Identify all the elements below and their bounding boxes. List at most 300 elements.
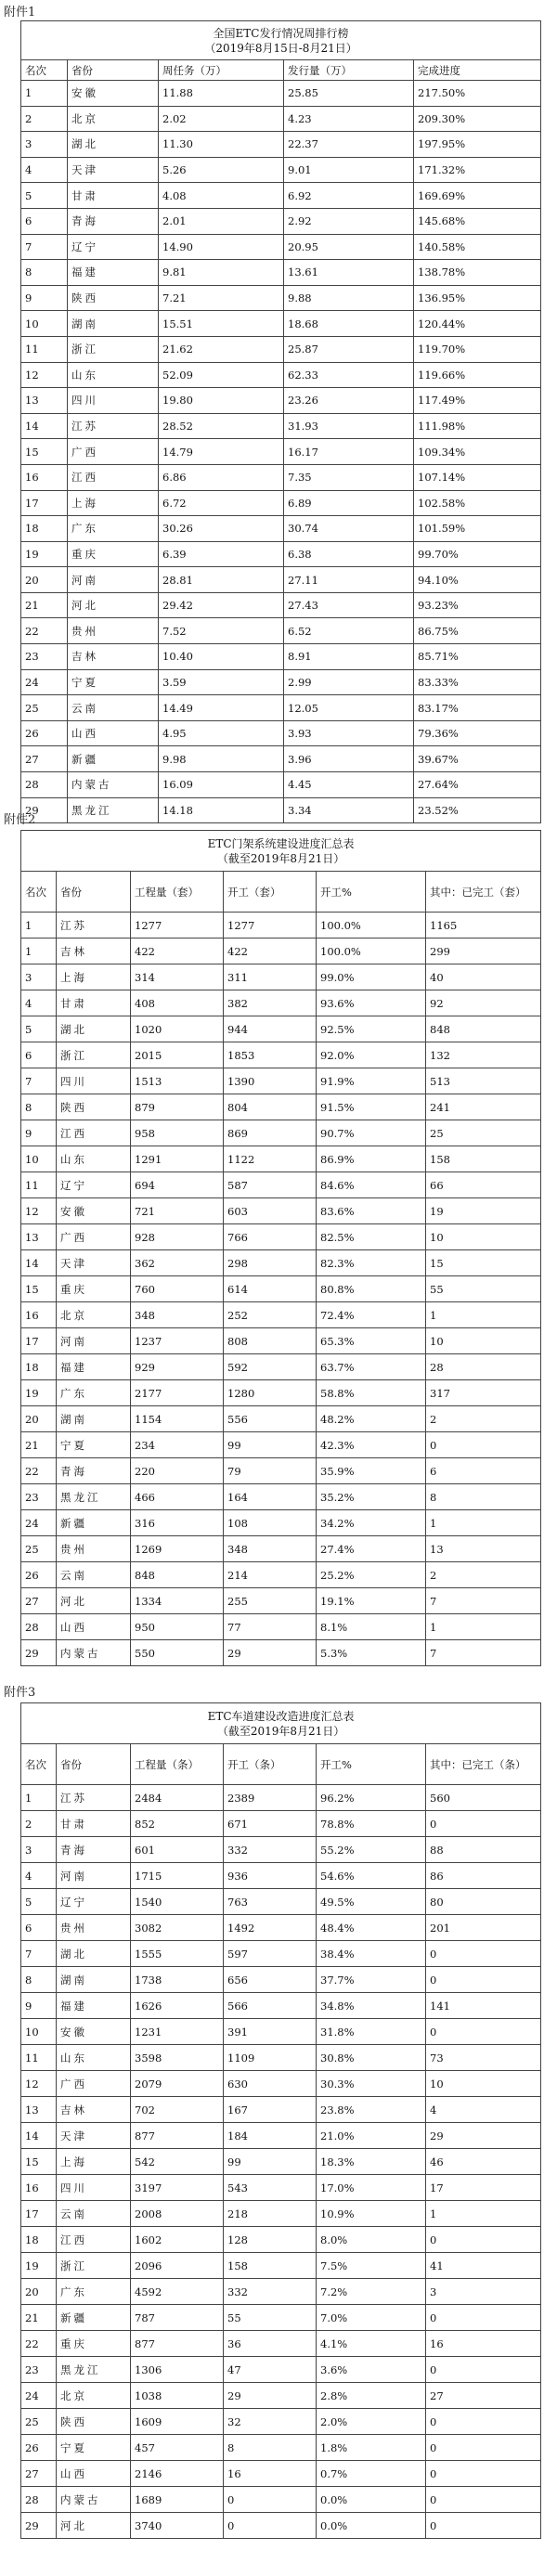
table-header-row xyxy=(21,1744,541,1785)
province-cell: 江苏 xyxy=(57,1785,131,1811)
table-cell: 944 xyxy=(224,1016,317,1042)
table-row xyxy=(21,2409,541,2435)
table-cell: 1689 xyxy=(131,2487,224,2513)
table-row xyxy=(21,2513,541,2539)
table-cell: 877 xyxy=(131,2123,224,2149)
table-cell: 0 xyxy=(426,2513,541,2539)
table-cell: 4.45 xyxy=(284,772,414,798)
table-cell: 14.90 xyxy=(159,234,284,260)
table-cell: 7 xyxy=(21,1068,57,1094)
table-cell: 25 xyxy=(426,1120,541,1146)
table-cell: 9.81 xyxy=(159,260,284,286)
table-cell: 15 xyxy=(21,1276,57,1302)
table-cell: 48.2% xyxy=(317,1406,426,1432)
table-cell: 1390 xyxy=(224,1068,317,1094)
header-rank: 名次 xyxy=(21,60,68,81)
province-cell: 贵州 xyxy=(57,1915,131,1941)
table-cell: 1109 xyxy=(224,2045,317,2071)
table-row xyxy=(21,592,541,618)
province-cell: 青海 xyxy=(57,1837,131,1863)
table-cell: 17 xyxy=(21,1328,57,1354)
table-cell: 10 xyxy=(21,2019,57,2045)
province-cell: 贵州 xyxy=(57,1536,131,1562)
province-cell: 青海 xyxy=(57,1458,131,1484)
table-cell: 30.3% xyxy=(317,2071,426,2097)
table-cell: 1513 xyxy=(131,1068,224,1094)
province-cell: 湖南 xyxy=(57,1406,131,1432)
table-cell: 25.2% xyxy=(317,1562,426,1588)
table-cell: 11.30 xyxy=(159,132,284,158)
table-cell: 35.2% xyxy=(317,1484,426,1510)
table-cell: 234 xyxy=(131,1432,224,1458)
table-row xyxy=(21,260,541,286)
table-row xyxy=(21,1785,541,1811)
table-row xyxy=(21,1614,541,1640)
table-cell: 2177 xyxy=(131,1380,224,1406)
table-cell: 27.64% xyxy=(414,772,541,798)
province-cell: 甘肃 xyxy=(57,990,131,1016)
province-cell: 河南 xyxy=(57,1863,131,1889)
table-cell: 1237 xyxy=(131,1328,224,1354)
table-cell: 102.58% xyxy=(414,490,541,516)
table-row xyxy=(21,720,541,746)
table-cell: 0.0% xyxy=(317,2513,426,2539)
table-cell: 958 xyxy=(131,1120,224,1146)
table-cell: 1555 xyxy=(131,1941,224,1967)
table-cell: 171.32% xyxy=(414,157,541,183)
table-cell: 11 xyxy=(21,1172,57,1198)
table-cell: 1277 xyxy=(224,913,317,938)
table-cell: 1 xyxy=(426,1302,541,1328)
table-title: ETC门架系统建设进度汇总表 xyxy=(207,836,355,850)
table-cell: 597 xyxy=(224,1941,317,1967)
table-cell: 1715 xyxy=(131,1863,224,1889)
table-cell: 18.68 xyxy=(284,311,414,337)
table-cell: 29 xyxy=(21,1640,57,1666)
table-cell: 55 xyxy=(426,1276,541,1302)
table-cell: 4.1% xyxy=(317,2331,426,2357)
header-started-percent: 开工% xyxy=(317,1744,426,1785)
province-cell: 湖北 xyxy=(57,1016,131,1042)
table-cell: 17 xyxy=(426,2175,541,2201)
table-cell: 362 xyxy=(131,1250,224,1276)
table-cell: 1738 xyxy=(131,1967,224,1993)
header-rank: 名次 xyxy=(21,872,57,913)
table-cell: 28 xyxy=(21,2487,57,2513)
table-cell: 14 xyxy=(21,413,68,439)
table-cell: 86.75% xyxy=(414,618,541,644)
table-cell: 86 xyxy=(426,1863,541,1889)
table-cell: 5.26 xyxy=(159,157,284,183)
table-cell: 314 xyxy=(131,964,224,990)
table-cell: 26 xyxy=(21,2435,57,2461)
table-cell: 14.79 xyxy=(159,439,284,465)
province-cell: 天津 xyxy=(68,157,159,183)
table-row xyxy=(21,1967,541,1993)
table-cell: 8.0% xyxy=(317,2227,426,2253)
table-cell: 1492 xyxy=(224,1915,317,1941)
table-cell: 16 xyxy=(426,2331,541,2357)
table-cell: 145.68% xyxy=(414,208,541,234)
table-cell: 766 xyxy=(224,1224,317,1250)
table-cell: 5.3% xyxy=(317,1640,426,1666)
province-cell: 辽宁 xyxy=(68,234,159,260)
table-cell: 164 xyxy=(224,1484,317,1510)
table-cell: 79.36% xyxy=(414,720,541,746)
table-row xyxy=(21,1328,541,1354)
table-cell: 1 xyxy=(21,81,68,107)
province-cell: 山东 xyxy=(68,362,159,388)
table-cell: 3.59 xyxy=(159,669,284,695)
table-cell: 603 xyxy=(224,1198,317,1224)
province-cell: 广西 xyxy=(57,1224,131,1250)
province-cell: 吉林 xyxy=(57,2097,131,2123)
province-cell: 湖北 xyxy=(68,132,159,158)
table-cell: 2.0% xyxy=(317,2409,426,2435)
table-cell: 28 xyxy=(21,1614,57,1640)
province-cell: 河北 xyxy=(57,2513,131,2539)
table-row xyxy=(21,938,541,964)
table-cell: 671 xyxy=(224,1811,317,1837)
table-cell: 1540 xyxy=(131,1889,224,1915)
table-row xyxy=(21,990,541,1016)
province-cell: 天津 xyxy=(57,1250,131,1276)
table-cell: 138.78% xyxy=(414,260,541,286)
table-cell: 0 xyxy=(426,2461,541,2487)
province-cell: 新疆 xyxy=(57,2305,131,2331)
table-row xyxy=(21,567,541,593)
table-cell: 566 xyxy=(224,1993,317,2019)
table-cell: 1306 xyxy=(131,2357,224,2383)
table-subtitle: （截至2019年8月21日） xyxy=(216,1724,345,1738)
table-cell: 16.09 xyxy=(159,772,284,798)
table-cell: 422 xyxy=(131,938,224,964)
table-cell: 8.91 xyxy=(284,644,414,670)
table-cell: 614 xyxy=(224,1276,317,1302)
table-row xyxy=(21,413,541,439)
table-cell: 28.81 xyxy=(159,567,284,593)
table-cell: 34.2% xyxy=(317,1510,426,1536)
table-cell: 1280 xyxy=(224,1380,317,1406)
table-cell: 22 xyxy=(21,2331,57,2357)
table-cell: 7.5% xyxy=(317,2253,426,2279)
table-cell: 47 xyxy=(224,2357,317,2383)
table-cell: 10.9% xyxy=(317,2201,426,2227)
table-cell: 0 xyxy=(426,1941,541,1967)
table-row xyxy=(21,2305,541,2331)
table-cell: 96.2% xyxy=(317,1785,426,1811)
table-cell: 1277 xyxy=(131,913,224,938)
table-cell: 6.92 xyxy=(284,183,414,209)
table-row xyxy=(21,106,541,132)
table-row xyxy=(21,1510,541,1536)
province-cell: 广东 xyxy=(57,1380,131,1406)
table-cell: 5 xyxy=(21,1016,57,1042)
table-cell: 24 xyxy=(21,1510,57,1536)
table-cell: 24 xyxy=(21,2383,57,2409)
table-cell: 1038 xyxy=(131,2383,224,2409)
table-cell: 20 xyxy=(21,1406,57,1432)
province-cell: 安徽 xyxy=(57,1198,131,1224)
table-cell: 1269 xyxy=(131,1536,224,1562)
table-cell: 19.80 xyxy=(159,388,284,414)
table-cell: 58.8% xyxy=(317,1380,426,1406)
table-cell: 7 xyxy=(426,1588,541,1614)
table-cell: 30.8% xyxy=(317,2045,426,2071)
province-cell: 江苏 xyxy=(68,413,159,439)
header-province: 省份 xyxy=(57,872,131,913)
table-row xyxy=(21,1016,541,1042)
table-cell: 28 xyxy=(426,1354,541,1380)
table-row xyxy=(21,490,541,516)
table-cell: 19 xyxy=(426,1198,541,1224)
table-cell: 99.0% xyxy=(317,964,426,990)
province-cell: 四川 xyxy=(57,1068,131,1094)
table-cell: 2015 xyxy=(131,1042,224,1068)
table-cell: 702 xyxy=(131,2097,224,2123)
table-cell: 10 xyxy=(426,2071,541,2097)
table-cell: 31.8% xyxy=(317,2019,426,2045)
table-row xyxy=(21,1120,541,1146)
table-cell: 457 xyxy=(131,2435,224,2461)
table-cell: 21.62 xyxy=(159,336,284,362)
table-cell: 0 xyxy=(426,1432,541,1458)
header-started: 开工（套） xyxy=(224,872,317,913)
table-cell: 21 xyxy=(21,1432,57,1458)
table-cell: 630 xyxy=(224,2071,317,2097)
table-cell: 99 xyxy=(224,1432,317,1458)
table-cell: 13 xyxy=(21,1224,57,1250)
province-cell: 重庆 xyxy=(57,1276,131,1302)
table-cell: 42.3% xyxy=(317,1432,426,1458)
table-cell: 12 xyxy=(21,2071,57,2097)
table-cell: 99 xyxy=(224,2149,317,2175)
table-cell: 332 xyxy=(224,2279,317,2305)
table-cell: 299 xyxy=(426,938,541,964)
table-cell: 12.05 xyxy=(284,695,414,721)
table-cell: 6.72 xyxy=(159,490,284,516)
table-cell: 556 xyxy=(224,1406,317,1432)
table-cell: 12 xyxy=(21,362,68,388)
province-cell: 山西 xyxy=(57,2461,131,2487)
table-cell: 23.52% xyxy=(414,797,541,823)
table-cell: 18 xyxy=(21,1354,57,1380)
table-cell: 167 xyxy=(224,2097,317,2123)
table-cell: 592 xyxy=(224,1354,317,1380)
table-cell: 6 xyxy=(21,208,68,234)
table-row xyxy=(21,2045,541,2071)
table-cell: 27 xyxy=(21,746,68,772)
table-cell: 3 xyxy=(21,132,68,158)
table-row xyxy=(21,1172,541,1198)
table-cell: 466 xyxy=(131,1484,224,1510)
table-cell: 128 xyxy=(224,2227,317,2253)
province-cell: 安徽 xyxy=(57,2019,131,2045)
province-cell: 福建 xyxy=(57,1354,131,1380)
table-cell: 255 xyxy=(224,1588,317,1614)
table-cell: 936 xyxy=(224,1863,317,1889)
table-cell: 1334 xyxy=(131,1588,224,1614)
table-row xyxy=(21,1889,541,1915)
table-row xyxy=(21,362,541,388)
table-cell: 82.3% xyxy=(317,1250,426,1276)
table-cell: 0 xyxy=(426,2357,541,2383)
table-cell: 3.96 xyxy=(284,746,414,772)
table-row xyxy=(21,2461,541,2487)
table-cell: 91.5% xyxy=(317,1094,426,1120)
table-cell: 32 xyxy=(224,2409,317,2435)
province-cell: 新疆 xyxy=(57,1510,131,1536)
table-cell: 19 xyxy=(21,2253,57,2279)
table-row xyxy=(21,644,541,670)
province-cell: 上海 xyxy=(68,490,159,516)
province-cell: 辽宁 xyxy=(57,1889,131,1915)
table-cell: 23.8% xyxy=(317,2097,426,2123)
province-cell: 黑龙江 xyxy=(57,1484,131,1510)
table-row xyxy=(21,2253,541,2279)
province-cell: 云南 xyxy=(57,2201,131,2227)
province-cell: 内蒙古 xyxy=(68,772,159,798)
table-cell: 252 xyxy=(224,1302,317,1328)
table-row xyxy=(21,695,541,721)
table-cell: 8 xyxy=(21,1967,57,1993)
table-row xyxy=(21,2149,541,2175)
province-cell: 浙江 xyxy=(68,336,159,362)
province-cell: 山西 xyxy=(68,720,159,746)
table-cell: 1 xyxy=(426,1510,541,1536)
table-title-row xyxy=(21,831,541,872)
table-cell: 7 xyxy=(21,234,68,260)
table-row xyxy=(21,1915,541,1941)
table-cell: 63.7% xyxy=(317,1354,426,1380)
table-cell: 13.61 xyxy=(284,260,414,286)
table-row xyxy=(21,1432,541,1458)
table-cell: 7.0% xyxy=(317,2305,426,2331)
table-row xyxy=(21,285,541,311)
table-cell: 35.9% xyxy=(317,1458,426,1484)
table-cell: 136.95% xyxy=(414,285,541,311)
table-cell: 1602 xyxy=(131,2227,224,2253)
table-cell: 30.74 xyxy=(284,516,414,542)
table-cell: 25 xyxy=(21,2409,57,2435)
province-cell: 宁夏 xyxy=(57,1432,131,1458)
table-cell: 9 xyxy=(21,285,68,311)
province-cell: 甘肃 xyxy=(68,183,159,209)
table-cell: 21 xyxy=(21,592,68,618)
table-cell: 804 xyxy=(224,1094,317,1120)
table-cell: 21.0% xyxy=(317,2123,426,2149)
table-cell: 601 xyxy=(131,1837,224,1863)
province-cell: 广东 xyxy=(57,2279,131,2305)
table-cell: 25 xyxy=(21,695,68,721)
table-cell: 20 xyxy=(21,2279,57,2305)
province-cell: 北京 xyxy=(68,106,159,132)
province-cell: 宁夏 xyxy=(68,669,159,695)
table-row xyxy=(21,388,541,414)
table-row xyxy=(21,1406,541,1432)
province-cell: 云南 xyxy=(57,1562,131,1588)
table-cell: 10 xyxy=(21,311,68,337)
table-cell: 513 xyxy=(426,1068,541,1094)
etc-weekly-ranking-table xyxy=(20,20,541,823)
table-cell: 422 xyxy=(224,938,317,964)
table-cell: 763 xyxy=(224,1889,317,1915)
table-row xyxy=(21,1302,541,1328)
table-cell: 0 xyxy=(224,2513,317,2539)
table-cell: 8 xyxy=(426,1484,541,1510)
table-cell: 29 xyxy=(21,2513,57,2539)
table-cell: 54.6% xyxy=(317,1863,426,1889)
table-cell: 2146 xyxy=(131,2461,224,2487)
table-cell: 169.69% xyxy=(414,183,541,209)
attachment-2-label: 附件2 xyxy=(4,813,36,827)
table-cell: 11 xyxy=(21,2045,57,2071)
table-cell: 241 xyxy=(426,1094,541,1120)
table-cell: 62.33 xyxy=(284,362,414,388)
table-row xyxy=(21,234,541,260)
table-cell: 132 xyxy=(426,1042,541,1068)
table-cell: 298 xyxy=(224,1250,317,1276)
table-cell: 55 xyxy=(224,2305,317,2331)
province-cell: 福建 xyxy=(68,260,159,286)
province-cell: 四川 xyxy=(68,388,159,414)
table-cell: 78.8% xyxy=(317,1811,426,1837)
table-cell: 197.95% xyxy=(414,132,541,158)
table-cell: 2.01 xyxy=(159,208,284,234)
table-cell: 25 xyxy=(21,1536,57,1562)
table-cell: 787 xyxy=(131,2305,224,2331)
table-row xyxy=(21,208,541,234)
table-cell: 1 xyxy=(426,2201,541,2227)
table-row xyxy=(21,2097,541,2123)
table-cell: 808 xyxy=(224,1328,317,1354)
table-cell: 7.52 xyxy=(159,618,284,644)
table-cell: 9.88 xyxy=(284,285,414,311)
table-cell: 83.33% xyxy=(414,669,541,695)
table-row xyxy=(21,2357,541,2383)
table-cell: 0 xyxy=(426,2487,541,2513)
table-cell: 23 xyxy=(21,2357,57,2383)
province-cell: 吉林 xyxy=(68,644,159,670)
table-cell: 141 xyxy=(426,1993,541,2019)
province-cell: 四川 xyxy=(57,2175,131,2201)
table-cell: 93.6% xyxy=(317,990,426,1016)
table-row xyxy=(21,1941,541,1967)
table-cell: 48.4% xyxy=(317,1915,426,1941)
table-cell: 158 xyxy=(426,1146,541,1172)
table-cell: 3598 xyxy=(131,2045,224,2071)
table-cell: 10 xyxy=(21,1146,57,1172)
table-cell: 14.49 xyxy=(159,695,284,721)
table-row xyxy=(21,1811,541,1837)
table-cell: 31.93 xyxy=(284,413,414,439)
table-cell: 6 xyxy=(426,1458,541,1484)
table-cell: 1 xyxy=(21,1785,57,1811)
province-cell: 上海 xyxy=(57,2149,131,2175)
table-cell: 560 xyxy=(426,1785,541,1811)
table-row xyxy=(21,2123,541,2149)
table-row xyxy=(21,1094,541,1120)
province-cell: 湖北 xyxy=(57,1941,131,1967)
table-cell: 19 xyxy=(21,541,68,567)
table-row xyxy=(21,81,541,107)
table-cell: 55.2% xyxy=(317,1837,426,1863)
table-row xyxy=(21,2331,541,2357)
table-cell: 4 xyxy=(21,157,68,183)
table-cell: 18 xyxy=(21,2227,57,2253)
table-cell: 29 xyxy=(224,2383,317,2409)
table-cell: 6 xyxy=(21,1915,57,1941)
